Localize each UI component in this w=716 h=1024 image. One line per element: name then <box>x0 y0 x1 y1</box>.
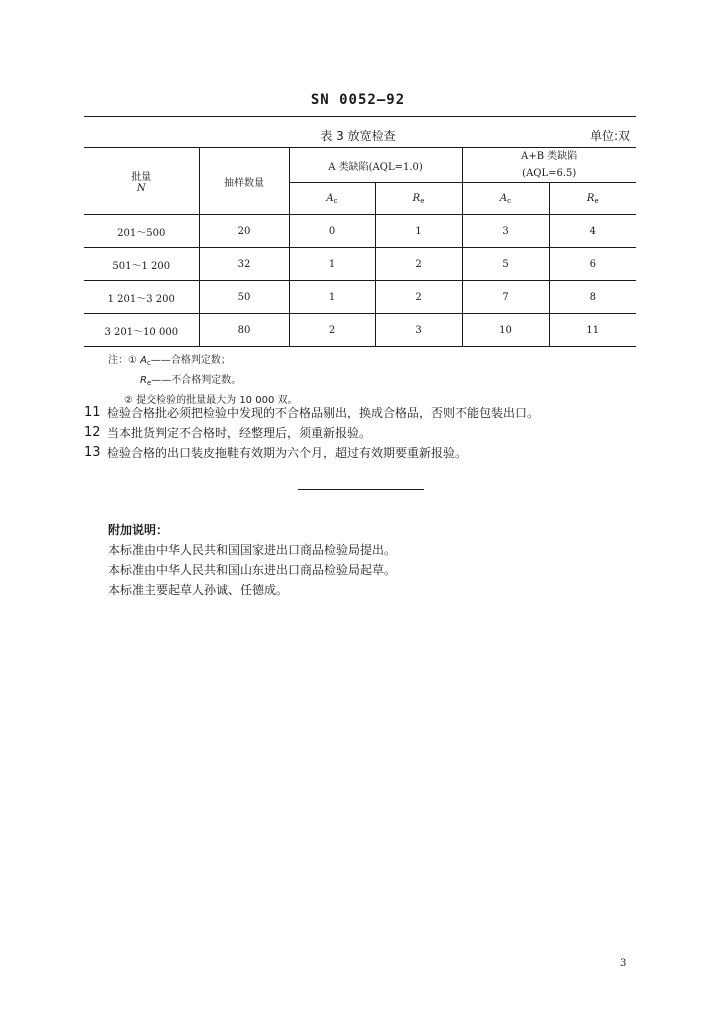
cell-a-re: 3 <box>375 314 462 347</box>
header-group-ab-line2: (AQL=6.5) <box>522 168 577 179</box>
cell-batch: 3 201～10 000 <box>84 314 199 347</box>
appendix-line: 本标准主要起草人孙诚、任德成。 <box>108 583 289 597</box>
cell-ab-ac: 7 <box>462 281 549 314</box>
note-1 <box>108 352 298 372</box>
standard-code: SN 0052—92 <box>310 92 406 108</box>
cell-batch: 501～1 200 <box>84 248 199 281</box>
appendix-line: 本标准由中华人民共和国山东进出口商品检验局起草。 <box>108 563 397 577</box>
section-divider <box>298 489 424 490</box>
header-sample-size: 抽样数量 <box>199 148 289 215</box>
clause-number: 12 <box>84 425 101 440</box>
cell-sample: 50 <box>199 281 289 314</box>
table-title: 表 3 放宽检查 <box>320 129 396 143</box>
cell-ab-re: 4 <box>549 215 636 248</box>
cell-ab-ac: 10 <box>462 314 549 347</box>
subheader-ab-ac <box>462 183 549 215</box>
subheader-a-re <box>375 183 462 215</box>
appendix <box>108 520 396 600</box>
clause-13 <box>84 443 539 463</box>
cell-a-re: 2 <box>375 281 462 314</box>
header-group-ab <box>462 148 636 183</box>
table-row <box>84 281 636 314</box>
cell-batch: 201～500 <box>84 215 199 248</box>
cell-batch: 1 201～3 200 <box>84 281 199 314</box>
cell-a-ac: 0 <box>289 215 375 248</box>
note-1b-symbol: R <box>140 375 147 386</box>
cell-a-ac: 1 <box>289 281 375 314</box>
subheader-a-re-sub: e <box>420 196 425 205</box>
clause-11 <box>84 403 539 423</box>
subheader-ab-ac-letter: A <box>499 192 508 204</box>
note-1-sub: c <box>147 359 151 367</box>
header-group-a: A 类缺陷(AQL=1.0) <box>289 148 462 183</box>
header-rule <box>84 116 636 117</box>
subheader-ab-ac-sub: c <box>507 196 512 205</box>
note-1-text: ——合格判定数； <box>150 355 231 366</box>
subheader-ab-re-letter: R <box>586 192 595 204</box>
note-2: ② 提交检验的批量最大为 10 000 双。 <box>124 395 298 406</box>
cell-ab-ac: 3 <box>462 215 549 248</box>
header-batch <box>84 148 199 215</box>
subheader-a-ac <box>289 183 375 215</box>
table-row <box>84 314 636 347</box>
cell-ab-ac: 5 <box>462 248 549 281</box>
cell-sample: 20 <box>199 215 289 248</box>
cell-a-ac: 1 <box>289 248 375 281</box>
cell-ab-re: 11 <box>549 314 636 347</box>
cell-a-ac: 2 <box>289 314 375 347</box>
note-1-symbol: A <box>140 355 147 366</box>
clause-text: 检验合格批必须把检验中发现的不合格品剔出，换成合格品，否则不能包装出口。 <box>107 406 540 420</box>
note-1b <box>108 372 298 392</box>
clause-number: 11 <box>84 405 101 420</box>
table-header-row <box>84 148 636 183</box>
cell-sample: 32 <box>199 248 289 281</box>
subheader-a-ac-sub: c <box>333 196 338 205</box>
clause-text: 检验合格的出口装皮拖鞋有效期为六个月，超过有效期要重新报验。 <box>107 446 468 460</box>
clause-text: 当本批货判定不合格时，经整理后，须重新报验。 <box>107 426 372 440</box>
cell-ab-re: 6 <box>549 248 636 281</box>
inspection-table <box>84 147 636 347</box>
table-row <box>84 248 636 281</box>
appendix-heading: 附加说明： <box>108 523 169 537</box>
note-prefix: 注：① <box>108 355 141 366</box>
table-row <box>84 215 636 248</box>
subheader-a-re-letter: R <box>412 192 421 204</box>
subheader-a-ac-letter: A <box>326 192 334 204</box>
clause-number: 13 <box>84 445 101 460</box>
cell-a-re: 2 <box>375 248 462 281</box>
subheader-ab-re <box>549 183 636 215</box>
subheader-ab-re-sub: e <box>594 196 599 205</box>
cell-a-re: 1 <box>375 215 462 248</box>
note-1b-text: ——不合格判定数。 <box>151 375 242 386</box>
table-unit: 单位:双 <box>589 129 630 143</box>
header-batch-label: 批量 <box>131 172 152 183</box>
table-notes <box>108 352 298 410</box>
page-number: 3 <box>620 958 627 969</box>
clause-12 <box>84 423 539 443</box>
header-batch-symbol: N <box>136 183 146 194</box>
clauses <box>84 403 539 463</box>
appendix-line: 本标准由中华人民共和国国家进出口商品检验局提出。 <box>108 543 397 557</box>
cell-sample: 80 <box>199 314 289 347</box>
cell-ab-re: 8 <box>549 281 636 314</box>
note-1b-sub: e <box>146 379 152 387</box>
header-group-ab-line1: A+B 类缺陷 <box>521 151 578 162</box>
